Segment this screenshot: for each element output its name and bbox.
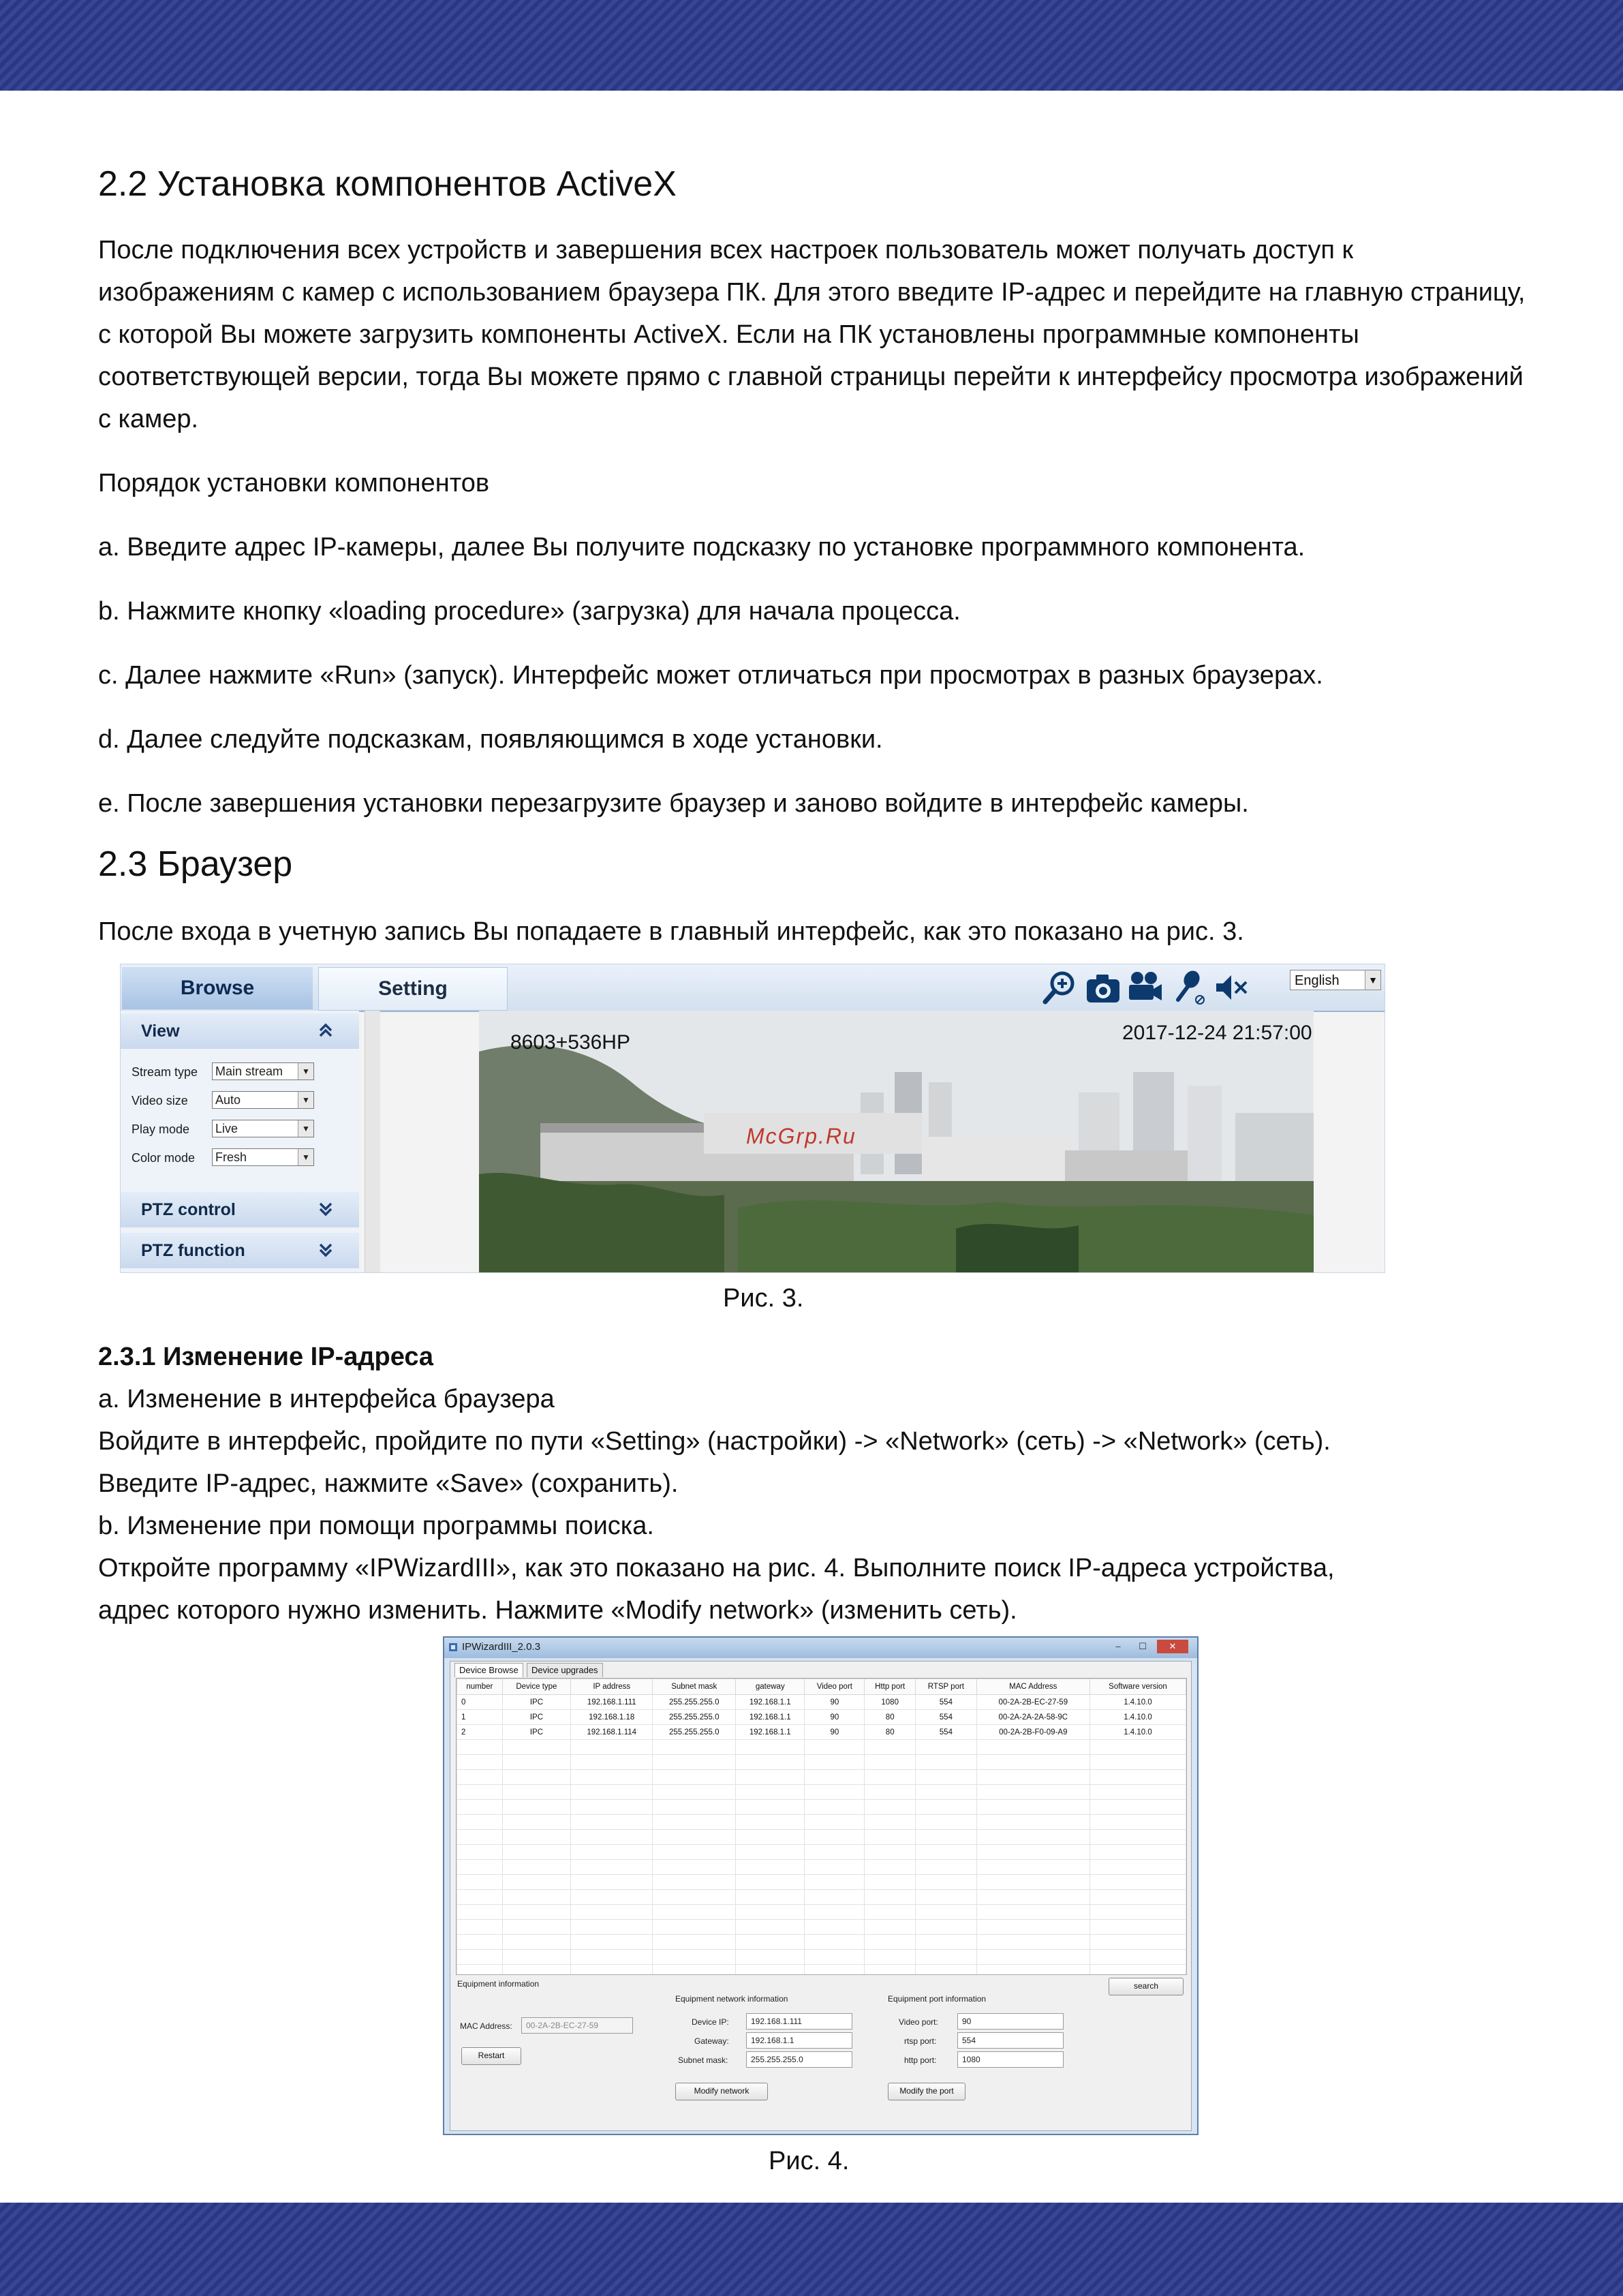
table-cell: 192.168.1.1 [736, 1695, 805, 1710]
table-cell: 255.255.255.0 [653, 1695, 736, 1710]
gateway-label: Gateway: [694, 2036, 729, 2046]
table-cell: 192.168.1.1 [736, 1725, 805, 1740]
sidebar [121, 1011, 359, 1272]
tab-device-browse[interactable]: Device Browse [454, 1663, 523, 1677]
mac-address-label: MAC Address: [460, 2021, 512, 2031]
table-cell: 90 [805, 1725, 865, 1740]
table-cell: 00-2A-2B-EC-27-59 [976, 1695, 1089, 1710]
text-line: Введите IP-адрес, нажмите «Save» (сохранить). [98, 1469, 679, 1498]
table-cell: 192.168.1.114 [571, 1725, 653, 1740]
chevron-down-icon: ▼ [298, 1092, 313, 1108]
table-cell: 554 [916, 1725, 976, 1740]
camera-video-view[interactable] [479, 1011, 1314, 1272]
table-cell: 554 [916, 1710, 976, 1725]
column-header[interactable]: Http port [865, 1679, 916, 1695]
tab-setting[interactable]: Setting [318, 967, 508, 1011]
panel-ptz-function[interactable]: PTZ function [121, 1233, 359, 1268]
section-2-2-title: 2.2 Установка компонентов ActiveX [98, 164, 677, 204]
panel-view[interactable]: View [121, 1013, 359, 1049]
section-2-3-intro: После входа в учетную запись Вы попадаете в главный интерфейс, как это показано на рис. 3. [98, 917, 1244, 946]
figure-4-caption: Рис. 4. [769, 2147, 850, 2175]
table-cell: IPC [502, 1695, 570, 1710]
window-client [450, 1661, 1192, 2131]
snapshot-icon[interactable] [1084, 968, 1122, 1007]
text-line: a. Изменение в интерфейса браузера [98, 1385, 555, 1413]
maximize-button[interactable]: ☐ [1139, 1641, 1147, 1651]
minimize-button[interactable]: – [1115, 1641, 1121, 1651]
column-header[interactable]: RTSP port [916, 1679, 976, 1695]
figure-3-caption: Рис. 3. [723, 1284, 804, 1313]
video-port-input[interactable]: 90 [957, 2013, 1064, 2030]
install-step-d: d. Далее следуйте подсказкам, появляющимся в ходе установки. [98, 725, 883, 754]
column-header[interactable]: IP address [571, 1679, 653, 1695]
table-cell: 80 [865, 1710, 916, 1725]
table-row[interactable] [457, 1710, 1186, 1725]
text-line: Откройте программу «IPWizardIII», как это показано на рис. 4. Выполните поиск IP-адреса устройства, [98, 1554, 1335, 1582]
stream-type-select[interactable]: Main stream ▼ [212, 1062, 314, 1080]
table-cell: 1080 [865, 1695, 916, 1710]
install-order-heading: Порядок установки компонентов [98, 469, 490, 498]
install-step-c: c. Далее нажмите «Run» (запуск). Интерфейс может отличаться при просмотрах в разных браузерах. [98, 661, 1323, 690]
table-cell: 90 [805, 1695, 865, 1710]
table-cell: 192.168.1.1 [736, 1710, 805, 1725]
table-cell: IPC [502, 1725, 570, 1740]
text-line: адрес которого нужно изменить. Нажмите «Modify network» (изменить сеть). [98, 1596, 1017, 1625]
section-2-3-1-title: 2.3.1 Изменение IP-адреса [98, 1343, 434, 1371]
field-label: Play mode [132, 1122, 190, 1136]
port-info-label: Equipment port information [888, 1994, 987, 2004]
text-line: Войдите в интерфейс, пройдите по пути «Setting» (настройки) -> «Network» (сеть) -> «Network» (сеть). [98, 1427, 1331, 1456]
chevron-down-icon [317, 1200, 335, 1218]
table-row[interactable] [457, 1695, 1186, 1710]
restart-button[interactable]: Restart [461, 2047, 521, 2065]
network-info-label: Equipment network information [675, 1994, 788, 2004]
speaker-mute-icon[interactable] [1212, 968, 1250, 1007]
column-header[interactable]: gateway [736, 1679, 805, 1695]
app-icon [448, 1642, 458, 1652]
rtsp-port-input[interactable]: 554 [957, 2032, 1064, 2049]
browser-toolbar [121, 964, 1385, 1012]
modify-network-button[interactable]: Modify network [675, 2083, 768, 2100]
section-2-2-intro: После подключения всех устройств и завершения всех настроек пользователь может получать доступ к изображениям с камер с использованием браузера ПК. Для этого введите IP-адрес и перейдите на главную страницу, с которой Вы можете загрузить компоненты ActiveX. Если на ПК установлены программные компоненты соответствующей версии, тогда Вы можете прямо с главной страницы перейти к интерфейсу просмотра изображений с камер. [98, 236, 1526, 433]
table-cell: IPC [502, 1710, 570, 1725]
field-label: Video size [132, 1094, 188, 1107]
table-cell: 255.255.255.0 [653, 1725, 736, 1740]
subnet-mask-input[interactable]: 255.255.255.0 [746, 2051, 852, 2068]
panel-ptz-control[interactable]: PTZ control [121, 1192, 359, 1227]
header-band [0, 0, 1623, 91]
chevron-down-icon: ▼ [1365, 970, 1380, 990]
table-cell: 192.168.1.18 [571, 1710, 653, 1725]
chevron-down-icon [317, 1241, 335, 1259]
install-step-e: e. После завершения установки перезагрузите браузер и заново войдите в интерфейс камеры. [98, 789, 1249, 818]
search-button[interactable]: search [1109, 1978, 1184, 1995]
subnet-mask-label: Subnet mask: [678, 2055, 728, 2065]
install-step-b: b. Нажмите кнопку «loading procedure» (загрузка) для начала процесса. [98, 597, 961, 626]
watermark: McGrp.Ru [746, 1124, 856, 1148]
table-cell: 255.255.255.0 [653, 1710, 736, 1725]
language-select[interactable]: English ▼ [1290, 970, 1381, 990]
field-label: Color mode [132, 1151, 196, 1165]
chevron-down-icon: ▼ [298, 1149, 313, 1165]
close-button[interactable]: ✕ [1157, 1640, 1188, 1653]
table-cell: 0 [457, 1695, 503, 1710]
osd-camera-name: 8603+536HP [510, 1031, 630, 1054]
field-label: Stream type [132, 1065, 198, 1079]
column-header[interactable]: Software version [1089, 1679, 1186, 1695]
text-line: b. Изменение при помощи программы поиска. [98, 1512, 654, 1540]
table-cell: 192.168.1.111 [571, 1695, 653, 1710]
browser-interface-screenshot [120, 964, 1385, 1273]
table-cell: 2 [457, 1725, 503, 1740]
table-header-row [457, 1679, 1186, 1695]
mac-address-field[interactable]: 00-2A-2B-EC-27-59 [521, 2017, 633, 2034]
table-cell: 1.4.10.0 [1089, 1695, 1186, 1710]
ipwizard-window [443, 1636, 1199, 2135]
window-title: IPWizardIII_2.0.3 [462, 1641, 541, 1653]
footer-band [0, 2203, 1623, 2296]
device-ip-input[interactable]: 192.168.1.111 [746, 2013, 852, 2030]
osd-datetime: 2017-12-24 21:57:00 [1122, 1022, 1312, 1044]
zoom-icon[interactable] [1040, 968, 1079, 1007]
window-titlebar[interactable] [444, 1638, 1197, 1658]
play-mode-select[interactable]: Live ▼ [212, 1120, 314, 1137]
equipment-info-label: Equipment information [457, 1979, 540, 1989]
tab-browse[interactable]: Browse [122, 967, 313, 1009]
table-cell: 90 [805, 1710, 865, 1725]
table-cell: 554 [916, 1695, 976, 1710]
sidebar-scrollbar[interactable] [365, 1011, 380, 1272]
column-header[interactable]: Subnet mask [653, 1679, 736, 1695]
table-cell: 00-2A-2B-F0-09-A9 [976, 1725, 1089, 1740]
column-header[interactable]: Video port [805, 1679, 865, 1695]
http-port-input[interactable]: 1080 [957, 2051, 1064, 2068]
chevron-down-icon: ▼ [298, 1063, 313, 1080]
gateway-input[interactable]: 192.168.1.1 [746, 2032, 852, 2049]
microphone-icon[interactable] [1170, 968, 1208, 1007]
column-header[interactable]: number [457, 1679, 503, 1695]
table-row[interactable] [457, 1725, 1186, 1740]
color-mode-select[interactable]: Fresh ▼ [212, 1148, 314, 1166]
section-2-3-title: 2.3 Браузер [98, 844, 293, 884]
http-port-label: http port: [904, 2055, 937, 2065]
device-ip-label: Device IP: [692, 2017, 729, 2027]
record-icon[interactable] [1126, 968, 1164, 1007]
table-cell: 80 [865, 1725, 916, 1740]
install-step-a: a. Введите адрес IP-камеры, далее Вы получите подсказку по установке программного компонента. [98, 533, 1305, 562]
table-cell: 00-2A-2A-2A-58-9C [976, 1710, 1089, 1725]
chevron-up-icon [317, 1022, 335, 1039]
device-table [456, 1678, 1187, 1975]
tab-device-upgrades[interactable]: Device upgrades [527, 1663, 603, 1677]
chevron-down-icon: ▼ [298, 1120, 313, 1137]
table-cell: 1 [457, 1710, 503, 1725]
video-port-label: Video port: [899, 2017, 938, 2027]
modify-port-button[interactable]: Modify the port [888, 2083, 965, 2100]
table-cell: 1.4.10.0 [1089, 1710, 1186, 1725]
table-cell: 1.4.10.0 [1089, 1725, 1186, 1740]
column-header[interactable]: MAC Address [976, 1679, 1089, 1695]
video-size-select[interactable]: Auto ▼ [212, 1091, 314, 1109]
rtsp-port-label: rtsp port: [904, 2036, 937, 2046]
column-header[interactable]: Device type [502, 1679, 570, 1695]
